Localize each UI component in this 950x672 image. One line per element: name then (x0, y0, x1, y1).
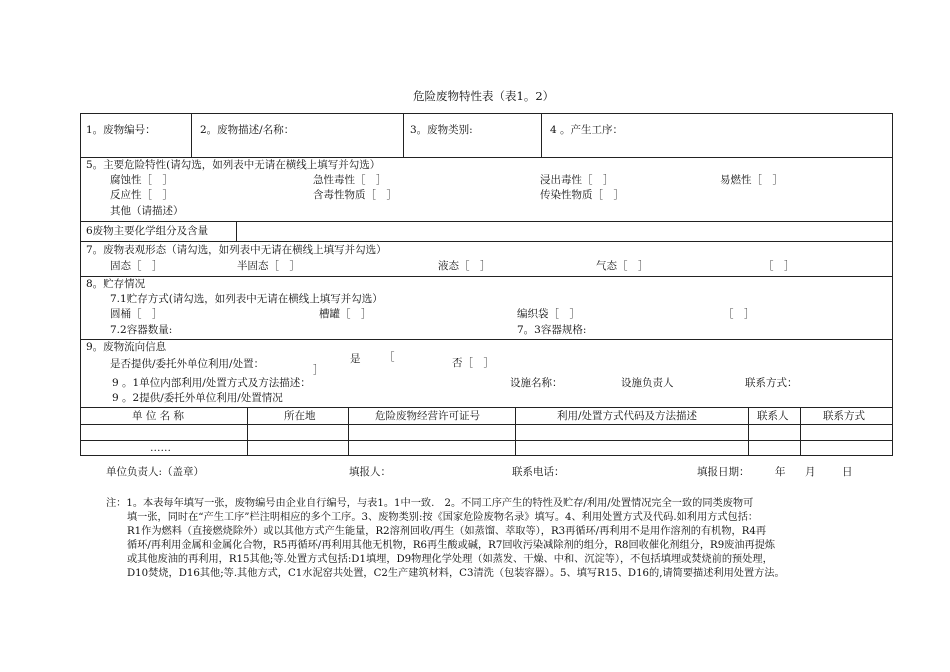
row1-divider (191, 113, 192, 157)
infectious-substance-checkbox[interactable]: 传染性物质［ ］ (540, 189, 624, 201)
toxic-substance-checkbox[interactable]: 含毒性物质［ ］ (313, 189, 397, 201)
note-line: 或其他废油的再利用，R15其他;等.处置方式包括:D1填埋，D9物理化学处理（如蒸发、干燥、中和、沉淀等），不包括填埋或焚烧前的预处理， (127, 554, 773, 565)
row-divider (80, 157, 893, 158)
note-line: D10焚烧，D16其他;等.其他方式，C1水泥窑共处置，C2生产建筑材料，C3清洗（包装容器）。5、填写R15、D16的,请简要描述利用处置方法。 (127, 568, 785, 579)
row-divider (80, 241, 893, 242)
production-process-field[interactable]: 4 。产生工序： (550, 124, 624, 136)
table-col-divider (348, 407, 349, 456)
liquid-checkbox[interactable]: 液态［ ］ (438, 260, 491, 272)
filler-field[interactable]: 填报人： (349, 466, 391, 478)
yes-checkbox[interactable]: ［ (384, 351, 395, 363)
date-year[interactable]: 年 (775, 466, 786, 478)
note-line: R1作为燃料（直接燃烧除外）或以其他方式产生能量，R2溶剂回收/再生（如蒸馏、萃取等），R3再循环/再利用不是用作溶剂的有机物，R4再 (127, 526, 767, 537)
note-line: 注：1。本表每年填写一张，废物编号由企业自行编号，与表1。1中一致. 2。不同工序产生的特性及贮存/利用/处置情况完全一致的同类废物可 (106, 498, 754, 509)
drum-checkbox[interactable]: 圆桶［ ］ (110, 308, 163, 320)
gas-checkbox[interactable]: 气态［ ］ (596, 260, 649, 272)
yes-label: 是 (350, 353, 361, 365)
contact-method-field[interactable]: 联系方式： (745, 377, 798, 389)
woven-bag-checkbox[interactable]: 编织袋［ ］ (517, 308, 580, 320)
waste-category-field[interactable]: 3。废物类别: (410, 124, 473, 136)
date-label: 填报日期： (697, 466, 750, 478)
date-day[interactable]: 日 (842, 466, 853, 478)
semi-solid-checkbox[interactable]: 半固态［ ］ (237, 260, 300, 272)
table-row-divider (80, 440, 893, 441)
storage-heading: 8。贮存情况 (86, 278, 146, 290)
table-header-location: 所在地 (284, 410, 316, 422)
page-title: 危险废物特性表（表1。2） (413, 89, 555, 103)
row6-divider (236, 221, 237, 241)
table-header-license: 危险废物经营许可证号 (375, 410, 480, 422)
container-spec-field[interactable]: 7。3容器规格: (517, 324, 587, 336)
other-description-field[interactable]: 其他（请描述） (110, 205, 184, 217)
external-provision-question: 是否提供/委托外单位利用/处置： (110, 358, 265, 370)
waste-code-field[interactable]: 1。废物编号： (86, 124, 156, 136)
phone-field[interactable]: 联系电话： (512, 466, 565, 478)
table-header-disposal-code: 利用/处置方式代码及方法描述 (557, 410, 698, 422)
row1-divider (403, 113, 404, 157)
solid-checkbox[interactable]: 固态［ ］ (110, 260, 163, 272)
table-header-contact-method: 联系方式 (823, 410, 865, 422)
reactivity-checkbox[interactable]: 反应性［ ］ (110, 189, 173, 201)
acute-toxicity-checkbox[interactable]: 急性毒性［ ］ (313, 174, 387, 186)
row1-divider (541, 113, 542, 157)
other-form-checkbox[interactable]: ［ ］ (763, 260, 795, 272)
table-header-top (80, 407, 893, 408)
facility-name-field[interactable]: 设施名称： (510, 377, 563, 389)
row-divider (80, 339, 893, 340)
table-col-divider (800, 407, 801, 456)
container-count-field[interactable]: 7.2容器数量: (110, 324, 173, 336)
table-col-divider (515, 407, 516, 456)
flammability-checkbox[interactable]: 易燃性［ ］ (720, 174, 783, 186)
table-col-divider (748, 407, 749, 456)
internal-disposal-description[interactable]: 9 。1单位内部利用/处置方式及方法描述： (112, 377, 311, 389)
date-month[interactable]: 月 (805, 466, 816, 478)
other-storage-checkbox[interactable]: ［ ］ (723, 308, 755, 320)
external-disposal-heading: 9 。2提供/委托外单位利用/处置情况 (112, 392, 283, 404)
table-header-contact: 联系人 (757, 410, 789, 422)
unit-head-signature[interactable]: 单位负责人:（盖章） (106, 466, 205, 478)
chemical-composition-label: 6废物主要化学组分及含量 (86, 225, 209, 237)
hazard-characteristics-heading: 5。主要危险特性(请勾选，如列表中无请在横线上填写并勾选） (86, 159, 381, 171)
no-checkbox[interactable]: 否［ ］ (452, 357, 494, 369)
note-line: 循环/再利用金属和金属化合物，R5再循环/再利用其他无机物，R6再生酸或碱，R7回收污染减除剂的组分，R8回收催化剂组分，R9废油再提炼 (127, 540, 776, 551)
storage-method-heading: 7.1贮存方式(请勾选，如列表中无请在横线上填写并勾选） (110, 293, 383, 305)
row-divider (80, 276, 893, 277)
table-row-divider (80, 424, 893, 425)
physical-form-heading: 7。废物表观形态（请勾选，如列表中无请在横线上填写并勾选） (86, 244, 387, 256)
waste-description-field[interactable]: 2。废物描述/名称： (200, 124, 295, 136)
table-header-unit-name: 单 位 名 称 (132, 410, 185, 422)
facility-owner-field[interactable]: 设施负责人 (621, 377, 674, 389)
row-divider (80, 221, 893, 222)
waste-flow-heading: 9。废物流向信息 (86, 341, 167, 353)
leaching-toxicity-checkbox[interactable]: 浸出毒性［ ］ (540, 174, 614, 186)
table-cell[interactable]: …… (150, 442, 171, 454)
yes-checkbox-close[interactable]: ］ (313, 364, 324, 376)
corrosive-checkbox[interactable]: 腐蚀性［ ］ (110, 174, 173, 186)
tank-checkbox[interactable]: 槽罐［ ］ (319, 308, 372, 320)
note-line: 填一张，同时在“产生工序”栏注明相应的多个工序。3、废物类别:按《国家危险废物名录》填写。4、利用处置方式及代码.如利用方式包括： (127, 512, 759, 523)
table-col-divider (247, 407, 248, 456)
